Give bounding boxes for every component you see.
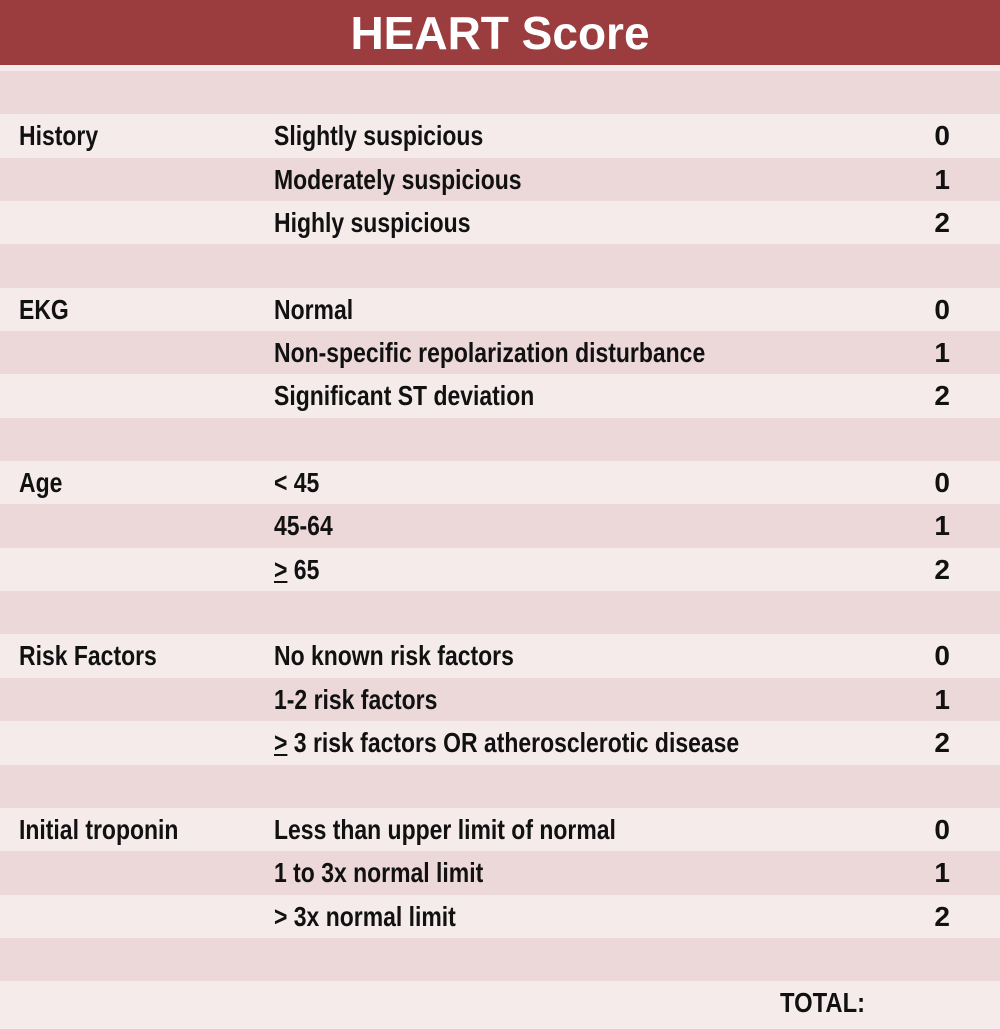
table-row	[0, 374, 1000, 417]
option-label: No known risk factors	[274, 640, 514, 672]
option-label: Slightly suspicious	[274, 120, 484, 152]
table-row	[0, 158, 1000, 201]
points-value: 2	[934, 727, 950, 759]
points-value: 1	[934, 510, 950, 542]
points-value: 2	[934, 553, 950, 585]
points-value: 2	[934, 380, 950, 412]
points-value: 0	[934, 640, 950, 672]
option-label: Normal	[274, 293, 354, 325]
option-label: Non-specific repolarization disturbance	[274, 337, 706, 369]
option-label: Moderately suspicious	[274, 163, 522, 195]
category-label: EKG	[19, 293, 69, 325]
option-label: Significant ST deviation	[274, 380, 535, 412]
page-title: HEART Score	[0, 0, 1000, 65]
spacer-row	[0, 938, 1000, 981]
points-value: 1	[934, 683, 950, 715]
option-label: Less than upper limit of normal	[274, 813, 616, 845]
option-label: 1-2 risk factors	[274, 683, 438, 715]
table-row	[0, 461, 1000, 504]
spacer-row	[0, 591, 1000, 634]
total-row	[0, 981, 1000, 1024]
points-value: 0	[934, 293, 950, 325]
option-label: < 45	[274, 467, 320, 499]
points-value: 0	[934, 813, 950, 845]
points-value: 0	[934, 467, 950, 499]
points-value: 2	[934, 207, 950, 239]
spacer-row	[0, 418, 1000, 461]
table-row	[0, 678, 1000, 721]
points-value: 0	[934, 120, 950, 152]
total-label: TOTAL:	[780, 987, 866, 1019]
category-label: Risk Factors	[19, 640, 157, 672]
points-value: 1	[934, 337, 950, 369]
table-row	[0, 331, 1000, 374]
category-label: Initial troponin	[19, 813, 179, 845]
category-label: Age	[19, 467, 63, 499]
table-row	[0, 288, 1000, 331]
option-label: 45-64	[274, 510, 333, 542]
option-label: 1 to 3x normal limit	[274, 857, 484, 889]
category-label: History	[19, 120, 99, 152]
table-row	[0, 895, 1000, 938]
table-row	[0, 201, 1000, 244]
table-row	[0, 851, 1000, 894]
table-row	[0, 504, 1000, 547]
option-label: > 3 risk factors OR atherosclerotic disease	[274, 727, 740, 759]
score-table	[0, 71, 1000, 1025]
option-label: Highly suspicious	[274, 207, 471, 239]
option-label: > 65	[274, 553, 320, 585]
table-row	[0, 808, 1000, 851]
table-row	[0, 548, 1000, 591]
points-value: 1	[934, 163, 950, 195]
option-label: > 3x normal limit	[274, 900, 456, 932]
table-row	[0, 114, 1000, 157]
spacer-row	[0, 765, 1000, 808]
table-row	[0, 634, 1000, 677]
table-row	[0, 721, 1000, 764]
underlined-symbol: >	[274, 553, 288, 585]
points-value: 2	[934, 900, 950, 932]
spacer-row	[0, 71, 1000, 114]
spacer-row	[0, 244, 1000, 287]
points-value: 1	[934, 857, 950, 889]
underlined-symbol: >	[274, 727, 288, 759]
